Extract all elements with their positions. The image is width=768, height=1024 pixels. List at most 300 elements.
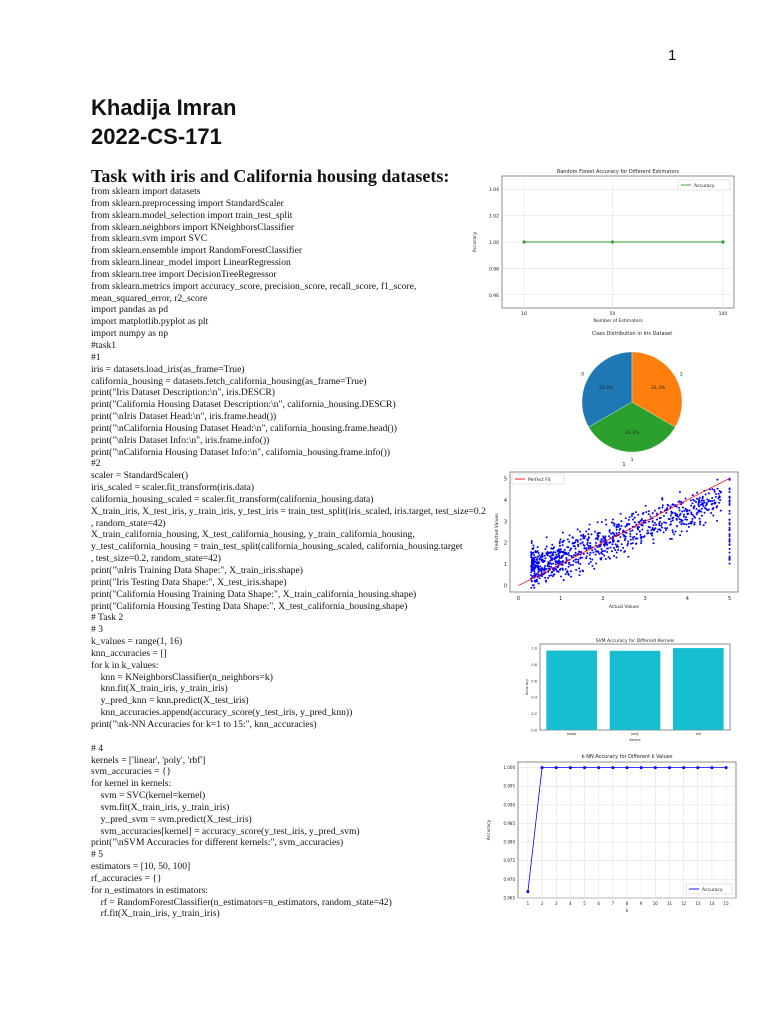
data-point: [629, 533, 631, 535]
data-point: [659, 517, 661, 519]
code-line: from sklearn.svm import SVC: [91, 233, 208, 245]
data-point: [692, 518, 694, 520]
data-point: [622, 534, 624, 536]
data-point: [620, 550, 622, 552]
data-point: [719, 499, 721, 501]
y-tick-label: 1.00: [488, 241, 499, 246]
data-point: [595, 563, 597, 565]
y-tick-label: 0.8: [531, 662, 537, 667]
rf-accuracy-chart: [466, 166, 742, 326]
data-point: [716, 505, 718, 507]
data-point: [708, 499, 710, 501]
data-point: [570, 555, 572, 557]
data-point: [612, 518, 614, 520]
data-point: [562, 532, 564, 534]
class-distribution-chart-svg: [540, 330, 740, 463]
data-point: [669, 518, 671, 520]
data-point: [594, 548, 596, 550]
data-point: [589, 524, 591, 526]
x-tick-label: 14: [709, 901, 715, 906]
data-point: [654, 522, 656, 524]
data-point: [705, 508, 707, 510]
page-number: 1: [668, 47, 677, 64]
code-line: estimators = [10, 50, 100]: [91, 861, 191, 873]
y-tick-label: 1.02: [488, 214, 499, 220]
data-point: [577, 559, 579, 561]
data-point: [611, 550, 613, 552]
data-point: [628, 519, 630, 521]
data-point: [663, 521, 665, 523]
data-point: [699, 523, 701, 525]
data-point: [687, 513, 689, 515]
code-line: y_test_california_housing = train_test_split(california_housing_scaled, california_housing.target: [91, 541, 463, 553]
data-point: [651, 533, 653, 535]
y-tick-label: 0.970: [503, 876, 515, 882]
data-point: [635, 542, 637, 544]
data-point: [616, 551, 618, 553]
data-point: [535, 561, 537, 563]
data-point: [620, 525, 622, 527]
data-point: [697, 511, 699, 513]
data-point: [729, 524, 731, 526]
data-point: [559, 545, 561, 547]
data-point: [652, 512, 654, 514]
data-point: [710, 766, 713, 769]
code-line: import numpy as np: [91, 328, 169, 340]
data-point: [718, 502, 720, 504]
y-tick-label: 3: [503, 519, 507, 526]
data-point: [652, 521, 654, 523]
data-point: [575, 561, 577, 563]
data-point: [563, 579, 565, 581]
x-tick-label: rbf: [695, 732, 701, 736]
data-point: [601, 553, 603, 555]
data-point: [720, 492, 722, 494]
data-point: [635, 511, 637, 513]
data-point: [637, 514, 639, 516]
data-point: [682, 523, 684, 525]
data-point: [595, 538, 597, 540]
y-tick-label: 0.990: [503, 802, 515, 808]
data-point: [624, 538, 626, 540]
x-axis-label: Number of Estimators: [593, 319, 643, 324]
data-point: [632, 542, 634, 544]
x-tick-label: 100: [718, 312, 728, 317]
data-point: [567, 573, 569, 575]
knn-accuracy-chart: [484, 750, 742, 914]
data-point: [535, 579, 537, 581]
data-point: [538, 569, 540, 571]
data-point: [616, 529, 618, 531]
data-point: [626, 544, 628, 546]
data-point: [544, 577, 546, 579]
data-point: [569, 534, 571, 536]
data-point: [658, 507, 660, 509]
data-point: [654, 510, 656, 512]
x-axis-label: k: [625, 909, 629, 914]
data-point: [544, 555, 546, 557]
y-tick-label: 2: [503, 540, 507, 547]
data-point: [550, 557, 552, 559]
class-distribution-chart: [540, 330, 740, 463]
data-point: [613, 533, 615, 535]
y-tick-label: 5: [503, 476, 507, 483]
data-point: [642, 536, 644, 538]
data-point: [679, 521, 681, 523]
code-line: svm = SVC(kernel=kernel): [91, 790, 206, 802]
slice-value-label: 33.3%: [624, 431, 640, 436]
data-point: [563, 553, 565, 555]
data-point: [530, 587, 532, 589]
data-point: [717, 497, 719, 499]
data-point: [620, 520, 622, 522]
data-point: [640, 534, 642, 536]
data-point: [549, 562, 551, 564]
code-line: print("Iris Dataset Description:\n", iris.DESCR): [91, 387, 275, 399]
data-point: [627, 540, 629, 542]
data-point: [661, 526, 663, 528]
data-point: [560, 561, 562, 563]
data-point: [568, 554, 570, 556]
data-point: [647, 530, 649, 532]
data-point: [597, 538, 599, 540]
data-point: [626, 523, 628, 525]
data-point: [692, 494, 694, 496]
bar: [610, 651, 661, 730]
data-point: [574, 545, 576, 547]
data-point: [571, 536, 573, 538]
data-point: [598, 553, 600, 555]
data-point: [533, 587, 535, 589]
data-point: [597, 546, 599, 548]
data-point: [715, 493, 717, 495]
data-point: [551, 544, 553, 546]
data-point: [552, 548, 554, 550]
data-point: [682, 766, 685, 769]
data-point: [716, 520, 718, 522]
data-point: [570, 576, 572, 578]
data-point: [600, 557, 602, 559]
data-point: [632, 537, 634, 539]
data-point: [676, 525, 678, 527]
code-listing: [91, 186, 486, 920]
data-point: [729, 548, 731, 550]
data-point: [645, 522, 647, 524]
data-point: [699, 521, 701, 523]
code-line: mean_squared_error, r2_score: [91, 292, 208, 304]
data-point: [729, 556, 731, 558]
data-point: [603, 540, 605, 542]
data-point: [544, 565, 546, 567]
legend-label: Accuracy: [694, 184, 715, 189]
data-point: [580, 539, 582, 541]
legend-label: Perfect Fit: [528, 478, 551, 483]
data-point: [547, 561, 549, 563]
data-point: [559, 542, 561, 544]
data-point: [589, 558, 591, 560]
data-point: [729, 541, 731, 543]
data-point: [591, 559, 593, 561]
x-tick-label: 9: [639, 901, 643, 906]
data-point: [558, 571, 560, 573]
author-name: Khadija Imran: [91, 95, 237, 120]
data-point: [532, 584, 534, 586]
data-point: [532, 548, 534, 550]
data-point: [534, 567, 536, 569]
data-point: [729, 510, 731, 512]
y-tick-label: 1.0: [531, 646, 537, 651]
y-tick-label: 0.4: [531, 695, 537, 700]
data-point: [646, 532, 648, 534]
data-point: [585, 557, 587, 559]
code-line: knn.fit(X_train_iris, y_train_iris): [91, 683, 228, 695]
data-point: [591, 565, 593, 567]
y-tick-label: 0.980: [503, 839, 515, 845]
x-tick-label: 10: [652, 901, 658, 906]
code-line: california_housing_scaled = scaler.fit_transform(california_housing.data): [91, 493, 374, 505]
data-point: [615, 543, 617, 545]
data-point: [679, 500, 681, 502]
code-line: scaler = StandardScaler(): [91, 470, 189, 482]
data-point: [522, 240, 525, 243]
data-point: [543, 567, 545, 569]
data-point: [729, 503, 731, 505]
code-line: svm.fit(X_train_iris, y_train_iris): [91, 801, 230, 813]
x-tick-label: 8: [625, 901, 629, 906]
student-id: 2022-CS-171: [91, 124, 222, 149]
code-line: print("\nCalifornia Housing Dataset Head:\n", california_housing.frame.head()): [91, 422, 397, 434]
code-line: print("\nCalifornia Housing Dataset Info:\n", california_housing.frame.info()): [91, 446, 391, 458]
data-point: [716, 479, 718, 481]
data-point: [611, 240, 614, 243]
data-point: [588, 536, 590, 538]
data-point: [654, 527, 656, 529]
x-axis-label: Actual Values: [608, 605, 640, 610]
data-point: [561, 568, 563, 570]
data-point: [696, 513, 698, 515]
data-point: [683, 514, 685, 516]
data-point: [685, 516, 687, 518]
data-point: [627, 556, 629, 558]
data-point: [641, 536, 643, 538]
data-point: [703, 512, 705, 514]
data-point: [711, 497, 713, 499]
data-point: [616, 532, 618, 534]
code-line: print("\nk-NN Accuracies for k=1 to 15:", knn_accuracies): [91, 718, 317, 730]
code-line: print("\nSVM Accuracies for different kernels:", svm_accuracies): [91, 837, 344, 849]
data-point: [665, 522, 667, 524]
data-point: [614, 549, 616, 551]
data-point: [714, 491, 716, 493]
data-point: [612, 522, 614, 524]
data-point: [634, 521, 636, 523]
data-point: [594, 531, 596, 533]
data-point: [531, 567, 533, 569]
data-point: [575, 539, 577, 541]
data-point: [608, 535, 610, 537]
data-point: [670, 520, 672, 522]
data-point: [693, 524, 695, 526]
chart-title: Class Distribution in Iris Dataset: [591, 331, 673, 337]
data-point: [701, 515, 703, 517]
code-line: svm_accuracies = {}: [91, 766, 172, 778]
data-point: [640, 766, 643, 769]
code-line: # Task 2: [91, 612, 124, 624]
data-point: [530, 574, 532, 576]
data-point: [663, 515, 665, 517]
data-point: [608, 542, 610, 544]
code-line: from sklearn.ensemble import RandomForestClassifier: [91, 245, 303, 257]
data-point: [549, 551, 551, 553]
data-point: [729, 491, 731, 493]
data-point: [572, 564, 574, 566]
data-point: [618, 540, 620, 542]
data-point: [530, 571, 532, 573]
x-tick-label: 15: [723, 901, 729, 906]
data-point: [717, 488, 719, 490]
data-point: [729, 558, 731, 560]
data-point: [573, 560, 575, 562]
knn-accuracy-chart-svg: [484, 750, 742, 914]
data-point: [685, 509, 687, 511]
data-point: [548, 565, 550, 567]
data-point: [715, 502, 717, 504]
data-point: [559, 568, 561, 570]
data-point: [672, 529, 674, 531]
data-point: [651, 535, 653, 537]
data-point: [604, 550, 606, 552]
data-point: [698, 499, 700, 501]
data-point: [689, 510, 691, 512]
data-point: [612, 539, 614, 541]
slice-label: 1: [630, 458, 634, 463]
data-point: [681, 520, 683, 522]
data-point: [562, 555, 564, 557]
data-point: [686, 519, 688, 521]
data-point: [706, 503, 708, 505]
data-point: [690, 505, 692, 507]
x-tick-label: 2: [540, 901, 544, 906]
code-line: rf.fit(X_train_iris, y_train_iris): [91, 908, 220, 920]
data-point: [560, 550, 562, 552]
slice-value-label: 33.3%: [598, 386, 614, 391]
data-point: [684, 518, 686, 520]
data-point: [729, 527, 731, 529]
data-point: [569, 766, 572, 769]
data-point: [552, 563, 554, 565]
data-point: [568, 566, 570, 568]
data-point: [711, 503, 713, 505]
data-point: [684, 497, 686, 499]
data-point: [660, 525, 662, 527]
data-point: [534, 573, 536, 575]
data-point: [729, 538, 731, 540]
data-point: [579, 543, 581, 545]
data-point: [701, 508, 703, 510]
x-tick-label: 7: [611, 901, 615, 906]
data-point: [611, 766, 614, 769]
data-point: [538, 583, 540, 585]
data-point: [610, 533, 612, 535]
chart-title: SVM Accuracy for Different Kernels: [595, 639, 675, 644]
data-point: [596, 550, 598, 552]
data-point: [629, 535, 631, 537]
data-point: [621, 543, 623, 545]
data-point: [552, 575, 554, 577]
data-point: [541, 552, 543, 554]
data-point: [729, 551, 731, 553]
data-point: [729, 487, 731, 489]
y-tick-label: 0.985: [503, 820, 515, 826]
data-point: [589, 546, 591, 548]
data-point: [558, 548, 560, 550]
data-point: [686, 530, 688, 532]
data-point: [649, 516, 651, 518]
data-point: [702, 497, 704, 499]
data-point: [545, 568, 547, 570]
code-line: print("\nIris Dataset Info:\n", iris.frame.info()): [91, 434, 270, 446]
code-line: knn_accuracies.append(accuracy_score(y_test_iris, y_pred_knn)): [91, 707, 353, 719]
data-point: [708, 492, 710, 494]
code-line: iris_scaled = scaler.fit_transform(iris.data): [91, 482, 255, 494]
code-line: iris = datasets.load_iris(as_frame=True): [91, 363, 245, 375]
y-tick-label: 0.995: [503, 783, 515, 789]
code-line: X_train_california_housing, X_test_california_housing, y_train_california_housing,: [91, 529, 415, 541]
data-point: [632, 529, 634, 531]
data-point: [605, 558, 607, 560]
data-point: [611, 543, 613, 545]
data-point: [584, 535, 586, 537]
data-point: [613, 547, 615, 549]
data-point: [532, 545, 534, 547]
data-point: [659, 528, 661, 530]
data-point: [553, 570, 555, 572]
regression-scatter-chart: [492, 460, 742, 610]
data-point: [670, 506, 672, 508]
svm-accuracy-chart-svg: [520, 636, 742, 744]
data-point: [533, 554, 535, 556]
data-point: [538, 562, 540, 564]
data-point: [698, 505, 700, 507]
data-point: [673, 533, 675, 535]
data-point: [658, 522, 660, 524]
y-tick-label: 0.965: [503, 895, 515, 901]
data-point: [601, 538, 603, 540]
data-point: [539, 565, 541, 567]
bar: [673, 648, 724, 730]
data-point: [641, 525, 643, 527]
data-point: [579, 574, 581, 576]
rf-accuracy-chart-svg: [466, 166, 742, 326]
data-point: [625, 517, 627, 519]
data-point: [555, 561, 557, 563]
data-point: [695, 508, 697, 510]
data-point: [690, 522, 692, 524]
code-line: svm_accuracies[kernel] = accuracy_score(y_test_iris, y_pred_svm): [91, 825, 360, 837]
data-point: [661, 499, 663, 501]
y-tick-label: 0.98: [488, 267, 499, 273]
data-point: [668, 766, 671, 769]
data-point: [699, 509, 701, 511]
y-axis-label: Predicted Values: [495, 513, 500, 551]
data-point: [605, 524, 607, 526]
data-point: [612, 541, 614, 543]
data-point: [583, 553, 585, 555]
data-point: [711, 488, 713, 490]
data-point: [695, 501, 697, 503]
data-point: [599, 546, 601, 548]
data-point: [606, 548, 608, 550]
